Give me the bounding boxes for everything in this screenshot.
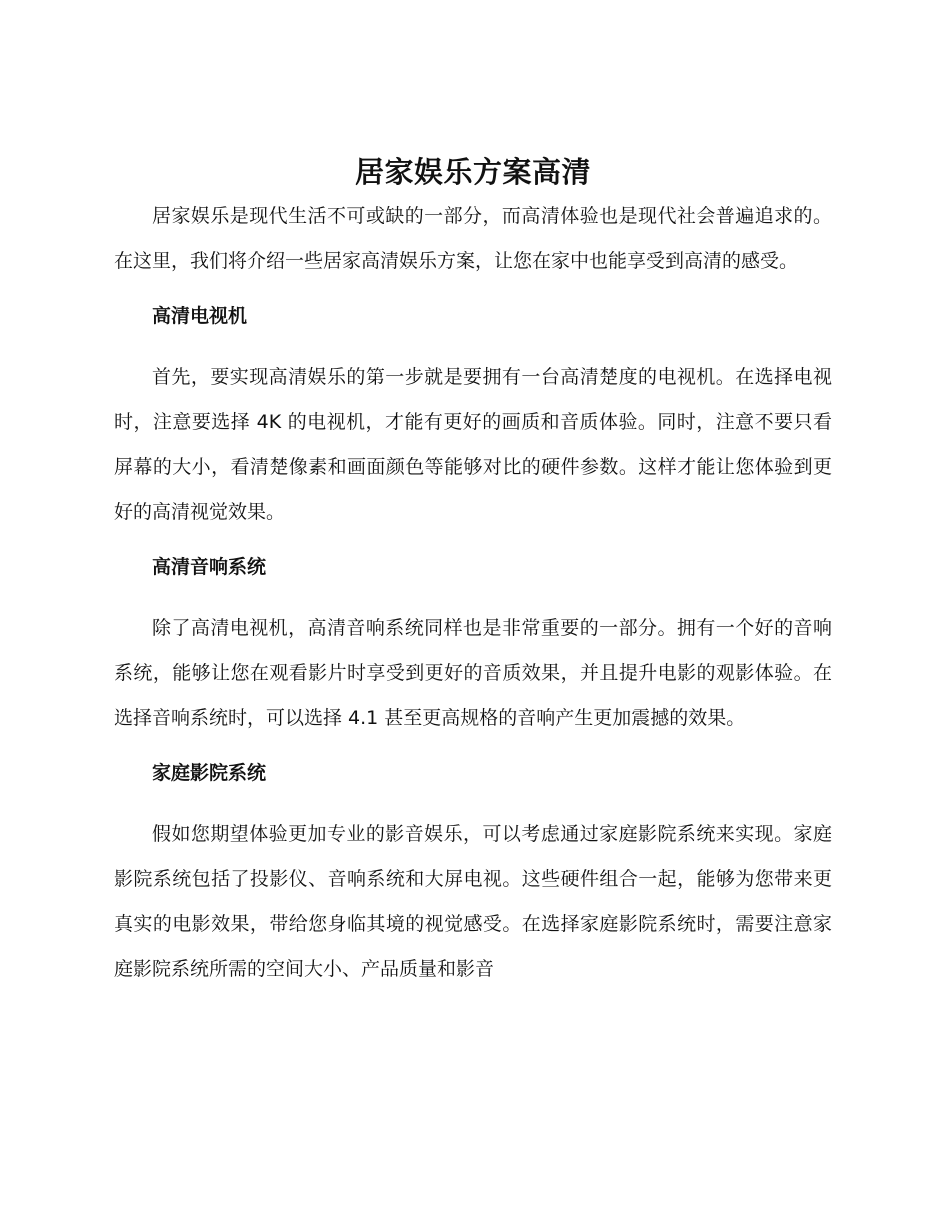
section-tv [114,294,832,535]
document-page [114,150,832,992]
section-audio [114,545,832,741]
section-body: 除了高清电视机，高清音响系统同样也是非常重要的一部分。拥有一个好的音响系统，能够让您在观看影片时享受到更好的音质效果，并且提升电影的观影体验。在选择音响系统时，可以选择 4.1 甚至更高规格的音响产生更加震撼的效果。 [114,617,832,729]
section-body: 首先，要实现高清娱乐的第一步就是要拥有一台高清楚度的电视机。在选择电视时，注意要选择 4K 的电视机，才能有更好的画质和音质体验。同时，注意不要只看屏幕的大小，看清楚像素和画面颜色等能够对比的硬件参数。这样才能让您体验到更好的高清视觉效果。 [114,366,832,523]
intro-paragraph: 居家娱乐是现代生活不可或缺的一部分，而高清体验也是现代社会普遍追求的。在这里，我们将介绍一些居家高清娱乐方案，让您在家中也能享受到高清的感受。 [114,205,832,272]
section-heading: 高清音响系统 [152,556,267,578]
section-home-theater [114,751,832,992]
section-body: 假如您期望体验更加专业的影音娱乐，可以考虑通过家庭影院系统来实现。家庭影院系统包括了投影仪、音响系统和大屏电视。这些硬件组合一起，能够为您带来更真实的电影效果，带给您身临其境的视觉感受。在选择家庭影院系统时，需要注意家庭影院系统所需的空间大小、产品质量和影音 [114,823,832,980]
page-title: 居家娱乐方案高清 [354,155,591,189]
section-heading: 高清电视机 [152,305,248,327]
section-heading: 家庭影院系统 [152,762,267,784]
